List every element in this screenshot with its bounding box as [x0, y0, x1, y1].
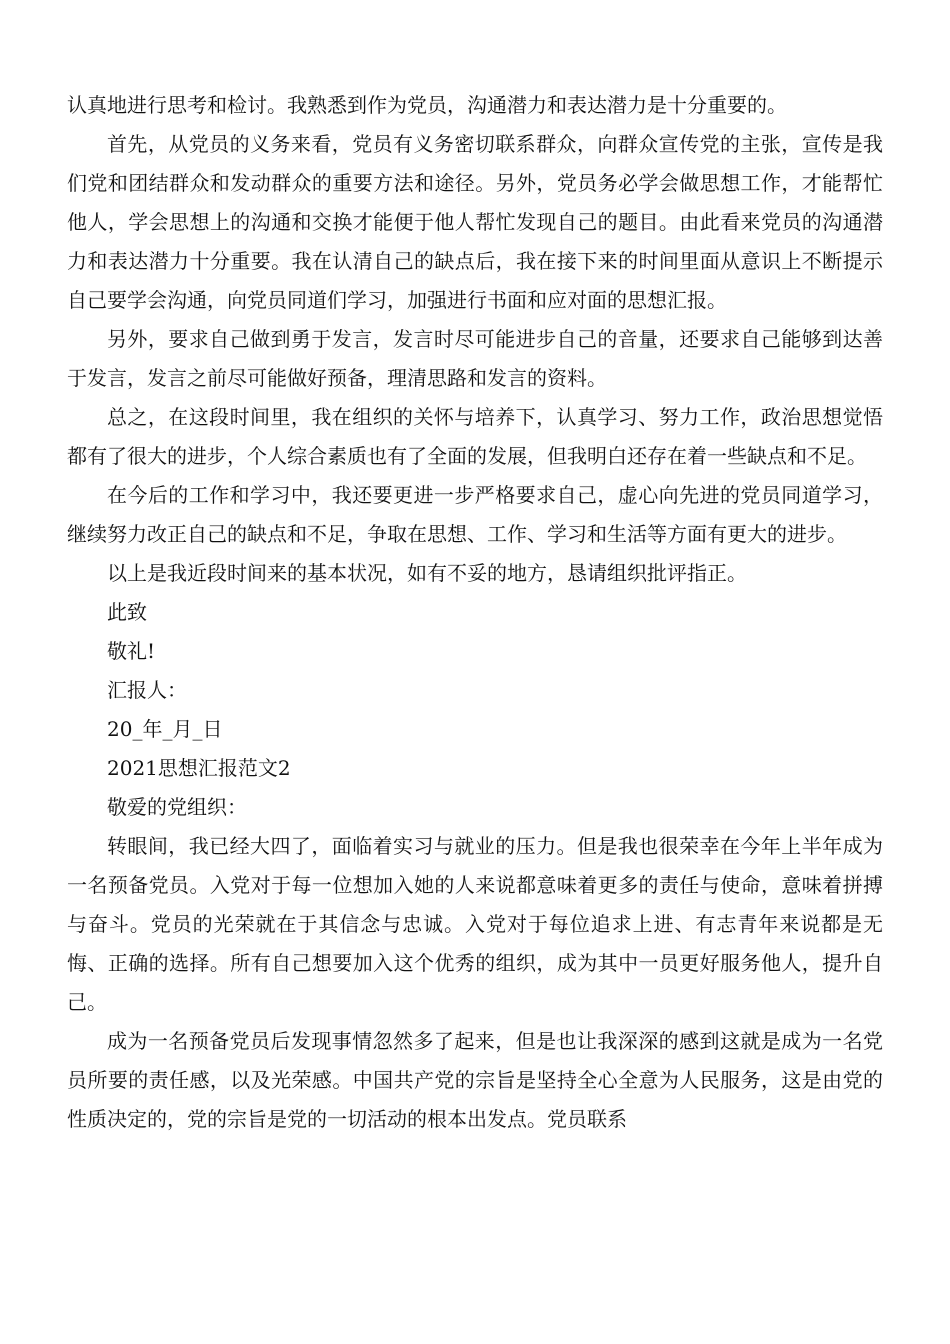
salutation-jingli: 敬礼! [107, 639, 156, 663]
paragraph-continuation: 认真地进行思考和检讨。我熟悉到作为党员，沟通潜力和表达潜力是十分重要的。 [67, 93, 787, 117]
greeting: 敬爱的党组织： [107, 795, 247, 819]
paragraph-speaking: 另外，要求自己做到勇于发言，发言时尽可能进步自己的音量，还要求自己能够到达善于发言，发言之前尽可能做好预备，理清思路和发言的资料。 [67, 327, 883, 390]
paragraph-senior-year: 转眼间，我已经大四了，面临着实习与就业的压力。但是我也很荣幸在今年上半年成为一名预备党员。入党对于每一位想加入她的人来说都意味着更多的责任与使命，意味着拼搏与奋斗。党员的光荣就在于其信念与忠诚。入党对于每位追求上进、有志青年来说都是无悔、正确的选择。所有自己想要加入这个优秀的组织，成为其中一员更好服务他人，提升自己。 [67, 834, 883, 1014]
document-page [67, 86, 883, 1139]
paragraph-closing: 以上是我近段时间来的基本状况，如有不妥的地方，恳请组织批评指正。 [107, 561, 747, 585]
paragraph-duty: 首先，从党员的义务来看，党员有义务密切联系群众，向群众宣传党的主张，宣传是我们党和团结群众和发动群众的重要方法和途径。另外，党员务必学会做思想工作，才能帮忙他人，学会思想上的沟通和交换才能便于他人帮忙发现自己的题目。由此看来党员的沟通潜力和表达潜力十分重要。我在认清自己的缺点后，我在接下来的时间里面从意识上不断提示自己要学会沟通，向党员同道们学习，加强进行书面和应对面的思想汇报。 [67, 132, 883, 312]
reporter-label: 汇报人： [107, 678, 187, 702]
section-title: 2021思想汇报范文2 [107, 756, 291, 780]
date-line: 20_年_月_日 [107, 717, 223, 741]
salutation-cizhi: 此致 [107, 600, 147, 624]
paragraph-summary: 总之，在这段时间里，我在组织的关怀与培养下，认真学习、努力工作，政治思想觉悟都有了很大的进步，个人综合素质也有了全面的发展，但我明白还存在着一些缺点和不足。 [67, 405, 883, 468]
paragraph-future: 在今后的工作和学习中，我还要更进一步严格要求自己，虚心向先进的党员同道学习，继续努力改正自己的缺点和不足，争取在思想、工作、学习和生活等方面有更大的进步。 [67, 483, 883, 546]
paragraph-probationary: 成为一名预备党员后发现事情忽然多了起来，但是也让我深深的感到这就是成为一名党员所要的责任感，以及光荣感。中国共产党的宗旨是坚持全心全意为人民服务，这是由党的性质决定的，党的宗旨是党的一切活动的根本出发点。党员联系 [67, 1029, 883, 1131]
